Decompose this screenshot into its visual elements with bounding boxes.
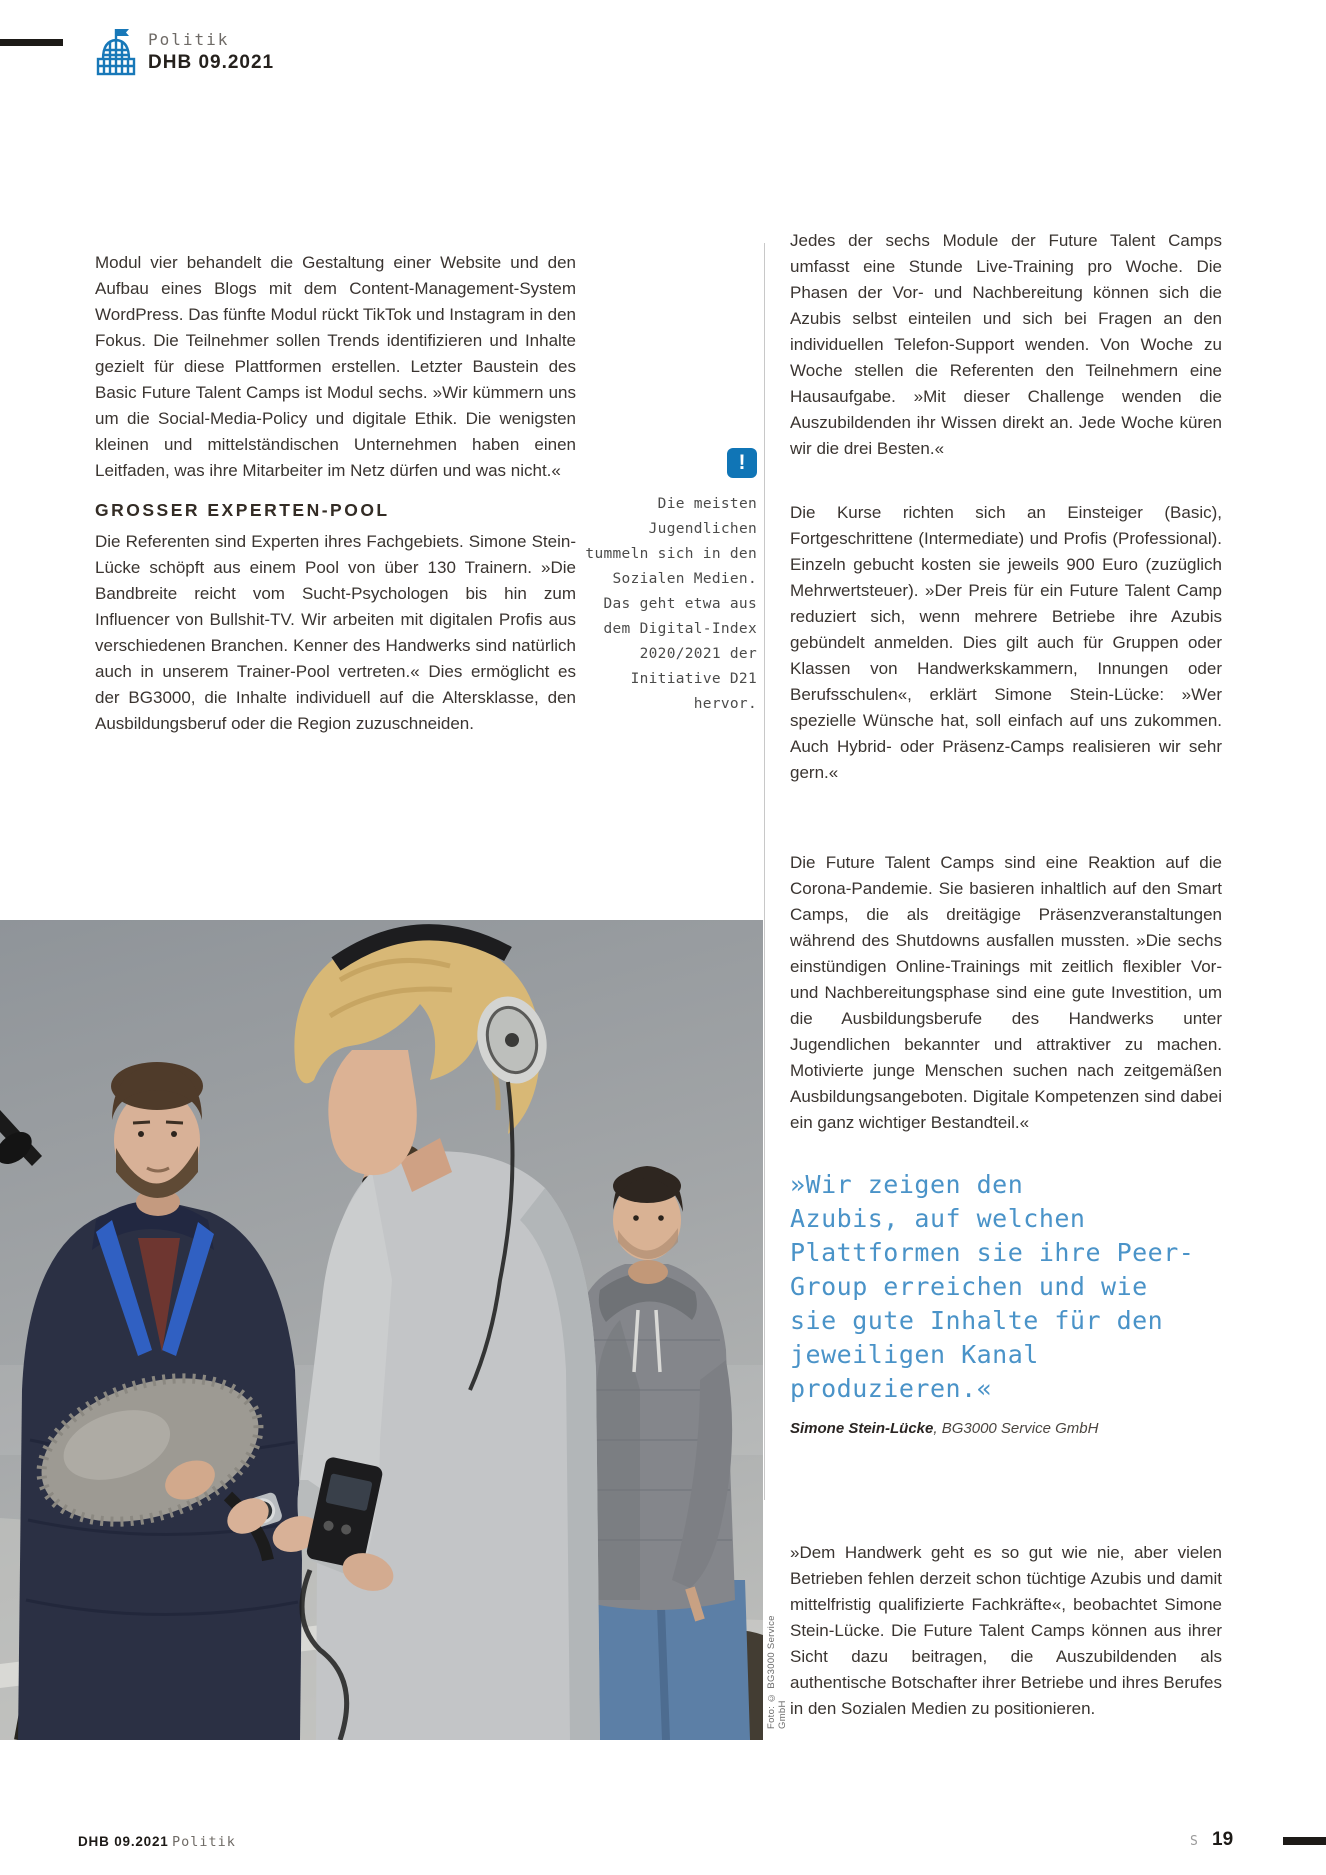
paragraph: Die Referenten sind Experten ihres Fachgebiets. Simone Stein-Lücke schöpft aus einem Pool von über 130 Trainern. »Die Bandbreite reicht vom Sucht-Psychologen bis hin zum Influencer von Bullshit-TV. Wir arbeiten mit digitalen Profis aus verschiedenen Branchen. Kenner des Handwerks sind natürlich auch in unserem Trainer-Pool vertreten.« Dies ermöglicht es der BG3000, die Inhalte individuell auf die Altersklasse, den Ausbildungsberuf oder die Region zuzuschneiden.: [95, 532, 576, 733]
pull-quote-line: Group erreichen und wie: [790, 1272, 1148, 1301]
quote-author-org: , BG3000 Service GmbH: [933, 1420, 1099, 1437]
pull-quote-line: sie gute Inhalte für den: [790, 1306, 1164, 1335]
footer-page-prefix: S: [1190, 1834, 1199, 1849]
pull-quote-line: jeweiligen Kanal: [790, 1340, 1039, 1369]
subheading-experten-pool: GROSSER EXPERTEN-POOL: [95, 500, 390, 520]
bottom-right-rule: [1283, 1837, 1326, 1845]
boom-mic: [0, 1110, 42, 1171]
pull-quote: [790, 1168, 1260, 1437]
section-kicker: Politik: [148, 30, 230, 49]
footer-issue: DHB 09.2021: [78, 1834, 169, 1849]
top-left-rule: [0, 39, 63, 46]
pull-quote-line: Plattformen sie ihre Peer-: [790, 1238, 1195, 1267]
left-column: [95, 250, 576, 737]
photo-illustration: [0, 920, 763, 1740]
footer-section: Politik: [172, 1834, 236, 1850]
footer-page-number: 19: [1212, 1829, 1234, 1850]
pull-quote-line: produzieren.«: [790, 1374, 993, 1403]
pull-quote-line: »Wir zeigen den: [790, 1170, 1024, 1199]
quote-attribution: [790, 1420, 1260, 1437]
quote-author: Simone Stein-Lücke: [790, 1420, 934, 1437]
paragraph: Die Future Talent Camps sind eine Reaktion auf die Corona-Pandemie. Sie basieren inhaltlich auf den Smart Camps, die als dreitägige Präsenzveranstaltungen während des Shutdowns ausfallen mussten. »Die sechs einstündigen Online-Trainings mit zeitlich flexibler Vor- und Nachbereitungsphase sind eine gute Investition, um die Ausbildungsberufe des Handwerks unter Jugendlichen bekannter und attraktiver zu machen. Motivierte junge Menschen suchen nach zeitgemäßen Ausbildungsangeboten. Digitale Kompetenzen sind dabei ein ganz wichtiger Bestandteil.«: [790, 853, 1222, 1132]
pull-quote-line: Azubis, auf welchen: [790, 1204, 1086, 1233]
column-divider: [764, 243, 765, 1500]
reichstag-icon: [95, 26, 137, 78]
article-photo: [0, 920, 763, 1740]
paragraph: Modul vier behandelt die Gestaltung einer Website und den Aufbau eines Blogs mit dem Content-Management-System WordPress. Das fünfte Modul rückt TikTok und Instagram in den Fokus. Die Teilnehmer sollen Trends identifizieren und Inhalte gezielt für diese Plattformen erstellen. Letzter Baustein des Basic Future Talent Camps ist Modul sechs. »Wir kümmern uns um die Social-Media-Policy und digitale Ethik. Die wenigsten kleinen und mittelständischen Unternehmen haben einen Leitfaden, was ihre Mitarbeiter im Netz dürfen und was nicht.«: [95, 253, 576, 480]
exclamation-icon: !: [727, 448, 757, 478]
issue-label: DHB 09.2021: [148, 52, 275, 73]
paragraph: Die Kurse richten sich an Einsteiger (Basic), Fortgeschrittene (Intermediate) und Profis (Professional). Einzeln gebucht kosten sie jeweils 900 Euro (zuzüglich Mehrwertsteuer). »Der Preis für ein Future Talent Camp reduziert sich, wenn mehrere Betriebe ihre Azubis gebündelt anmelden. Dies gilt auch für Gruppen oder Klassen von Handwerkskammern, Innungen oder Berufsschulen«, erklärt Simone Stein-Lücke: »Wer spezielle Wünsche hat, soll einfach auf uns zukommen. Auch Hybrid- oder Präsenz-Camps realisieren wir sehr gern.«: [790, 503, 1222, 782]
margin-note: [585, 448, 757, 717]
paragraph: »Dem Handwerk geht es so gut wie nie, aber vielen Betrieben fehlen derzeit schon tüchtige Azubis und damit mittelfristig qualifizierte Fachkräfte«, beobachtet Simone Stein-Lücke. Die Future Talent Camps können aus ihrer Sicht dazu beitragen, die Auszubildenden als authentische Botschafter ihrer Betriebe und ihres Berufes in den Sozialen Medien zu positionieren.: [790, 1543, 1222, 1718]
paragraph: Jedes der sechs Module der Future Talent Camps umfasst eine Stunde Live-Training pro Woche. Die Phasen der Vor- und Nachbereitung können sich die Azubis selbst einteilen und sich bei Fragen an den individuellen Telefon-Support wenden. Von Woche zu Woche stellen die Referenten den Teilnehmern eine Hausaufgabe. »Mit dieser Challenge wenden die Auszubildenden ihr Wissen direkt an. Jede Woche küren wir die drei Besten.«: [790, 231, 1222, 458]
margin-note-text: Die meisten Jugendlichen tummeln sich in den Sozialen Medien. Das geht etwa aus dem Digital-Index 2020/2021 der Initiative D21 hervor.: [585, 496, 757, 712]
photo-credit: Foto: © BG3000 Service GmbH: [766, 1615, 788, 1729]
